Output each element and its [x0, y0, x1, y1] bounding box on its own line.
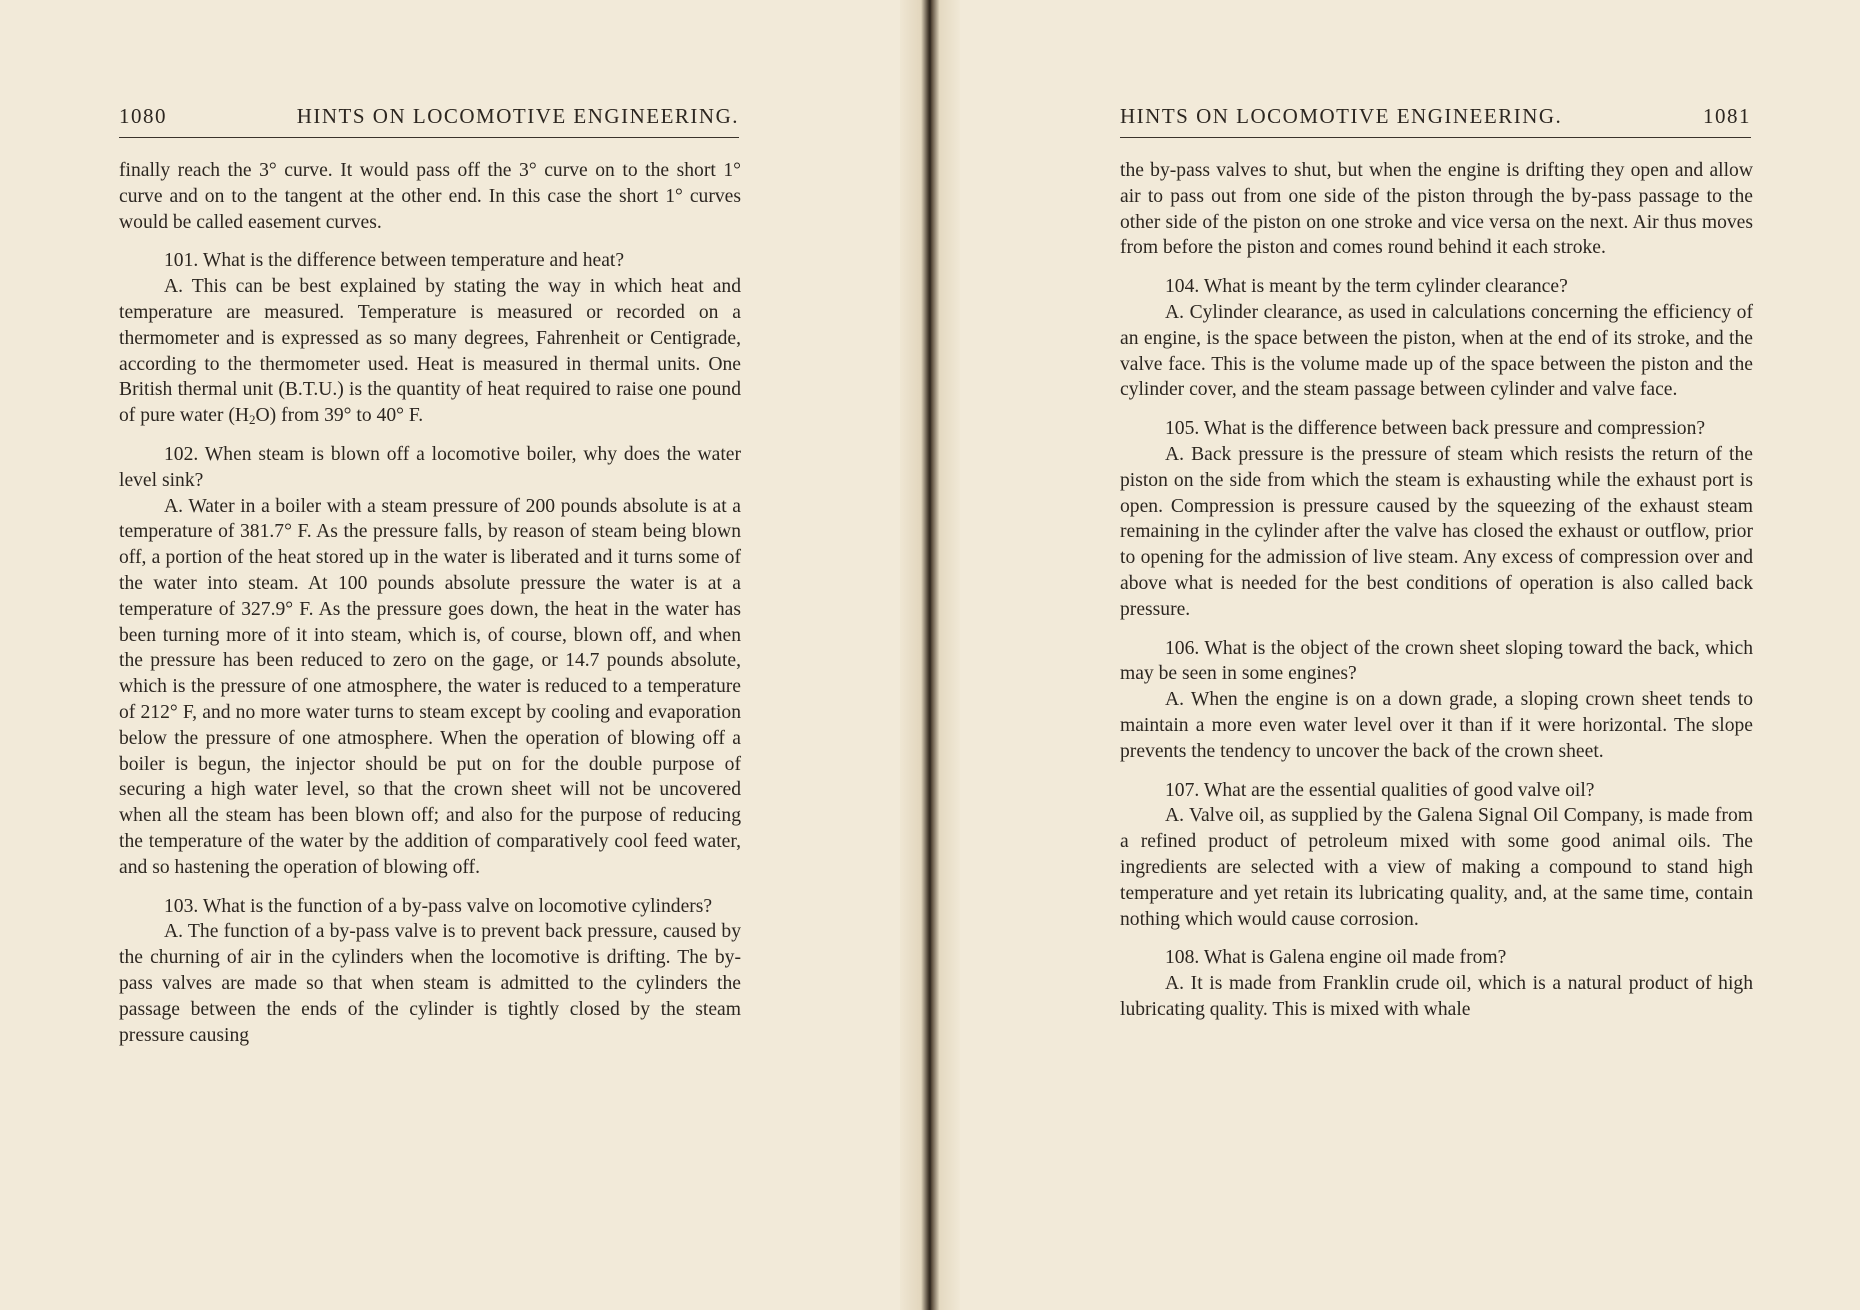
paragraph-continuation: finally reach the 3° curve. It would pass off the 3° curve on to the short 1° curve and on to the tangent at the other end. In this case the short 1° curves would be called easement curves. [119, 160, 741, 233]
right-header-title: HINTS ON LOCOMOTIVE ENGINEERING. [1120, 104, 1563, 128]
question-105: 105. What is the difference between back pressure and compression? [1165, 418, 1706, 440]
answer-101-text: A. This can be best explained by stating the way in which heat and temperature are measured. Temperature is measured or recorded on a thermometer and is expressed as so many degrees, Fahrenheit or Centigrade, according to the thermometer used. Heat is measured in thermal units. One British thermal unit (B.T.U.) is the quantity of heat required to raise one pound of pure water (H [119, 276, 741, 427]
answer-108: A. It is made from Franklin crude oil, which is a natural product of high lubricating quality. This is mixed with whale [1120, 973, 1753, 1020]
answer-102: A. Water in a boiler with a steam pressure of 200 pounds absolute is at a temperature of 381.7° F. As the pressure falls, by reason of steam being blown off, a portion of the heat stored up in the water is liberated and it turns some of the water into steam. At 100 pounds absolute pressure the water is at a temperature of 327.9° F. As the pressure goes down, the heat in the water has been turning more of it into steam, which is, of course, blown off, and when the pressure has been reduced to zero on the gage, or 14.7 pounds absolute, which is the pressure of one atmosphere, the water is reduced to a temperature of 212° F, and no more water turns to steam except by cooling and evaporation below the pressure of one atmosphere. When the operation of blowing off a boiler is begun, the injector should be put on for the double purpose of securing a high water level, so that the crown sheet will not be uncovered when all the steam has been blown off; and also for the purpose of reducing the temperature of the water by the addition of comparatively cool feed water, and so hastening the operation of blowing off. [119, 495, 741, 878]
question-103: 103. What is the function of a by-pass valve on locomotive cylinders? [164, 895, 713, 917]
question-107: 107. What are the essential qualities of good valve oil? [1165, 779, 1595, 801]
answer-107: A. Valve oil, as supplied by the Galena Signal Oil Company, is made from a refined product of petroleum mixed with some good animal oils. The ingredients are selected with a view of making a compound to stand high temperature and yet retain its lubricating quality, and, at the same time, contain nothing which would cause corrosion. [1120, 805, 1753, 930]
subscript-2: 2 [249, 412, 256, 428]
answer-103: A. The function of a by-pass valve is to prevent back pressure, caused by the churning of air in the cylinders when the locomotive is drifting. The by-pass valves are made so that when steam is admitted to the cylinders the passage between the ends of the cylinder is tightly closed by the steam pressure causing [119, 921, 741, 1046]
answer-106: A. When the engine is on a down grade, a sloping crown sheet tends to maintain a more even water level over it than if it were horizontal. The slope prevents the tendency to uncover the back of the crown sheet. [1120, 689, 1753, 762]
question-102: 102. When steam is blown off a locomotive boiler, why does the water level sink? [119, 443, 741, 491]
question-106: 106. What is the object of the crown sheet sloping toward the back, which may be seen in some engines? [1120, 637, 1753, 685]
left-page-text [119, 158, 741, 1048]
left-header-title: HINTS ON LOCOMOTIVE ENGINEERING. [296, 104, 739, 128]
left-page-number: 1080 [119, 104, 167, 128]
right-page-number: 1081 [1703, 104, 1751, 128]
right-page [930, 0, 1860, 1310]
question-101: 101. What is the difference between temperature and heat? [164, 250, 625, 272]
right-page-text [1120, 158, 1753, 1023]
answer-101 [119, 274, 741, 429]
answer-105: A. Back pressure is the pressure of steam which resists the return of the piston on the side from which the steam is exhausting while the exhaust port is open. Compression is pressure caused by the squeezing of the exhaust steam remaining in the cylinder after the valve has closed the exhaust or outflow, prior to opening for the admission of live steam. Any excess of compression over and above what is needed for the best conditions of operation is also called back pressure. [1120, 443, 1753, 620]
left-running-header [119, 104, 739, 138]
question-108: 108. What is Galena engine oil made from? [1165, 947, 1507, 969]
book-gutter [900, 0, 960, 1310]
right-running-header [1120, 104, 1751, 138]
question-104: 104. What is meant by the term cylinder clearance? [1165, 276, 1568, 298]
paragraph-continuation: the by-pass valves to shut, but when the engine is drifting they open and allow air to pass out from one side of the piston through the by-pass passage to the other side of the piston on one stroke and vice versa on the next. Air thus moves from before the piston and comes round behind it each stroke. [1120, 160, 1753, 259]
answer-104: A. Cylinder clearance, as used in calculations concerning the efficiency of an engine, is the space between the piston, when at the end of its stroke, and the valve face. This is the volume made up of the space between the piston and the cylinder cover, and the steam passage between cylinder and valve face. [1120, 301, 1753, 401]
answer-101-end: O) from 39° to 40° F. [255, 405, 424, 427]
